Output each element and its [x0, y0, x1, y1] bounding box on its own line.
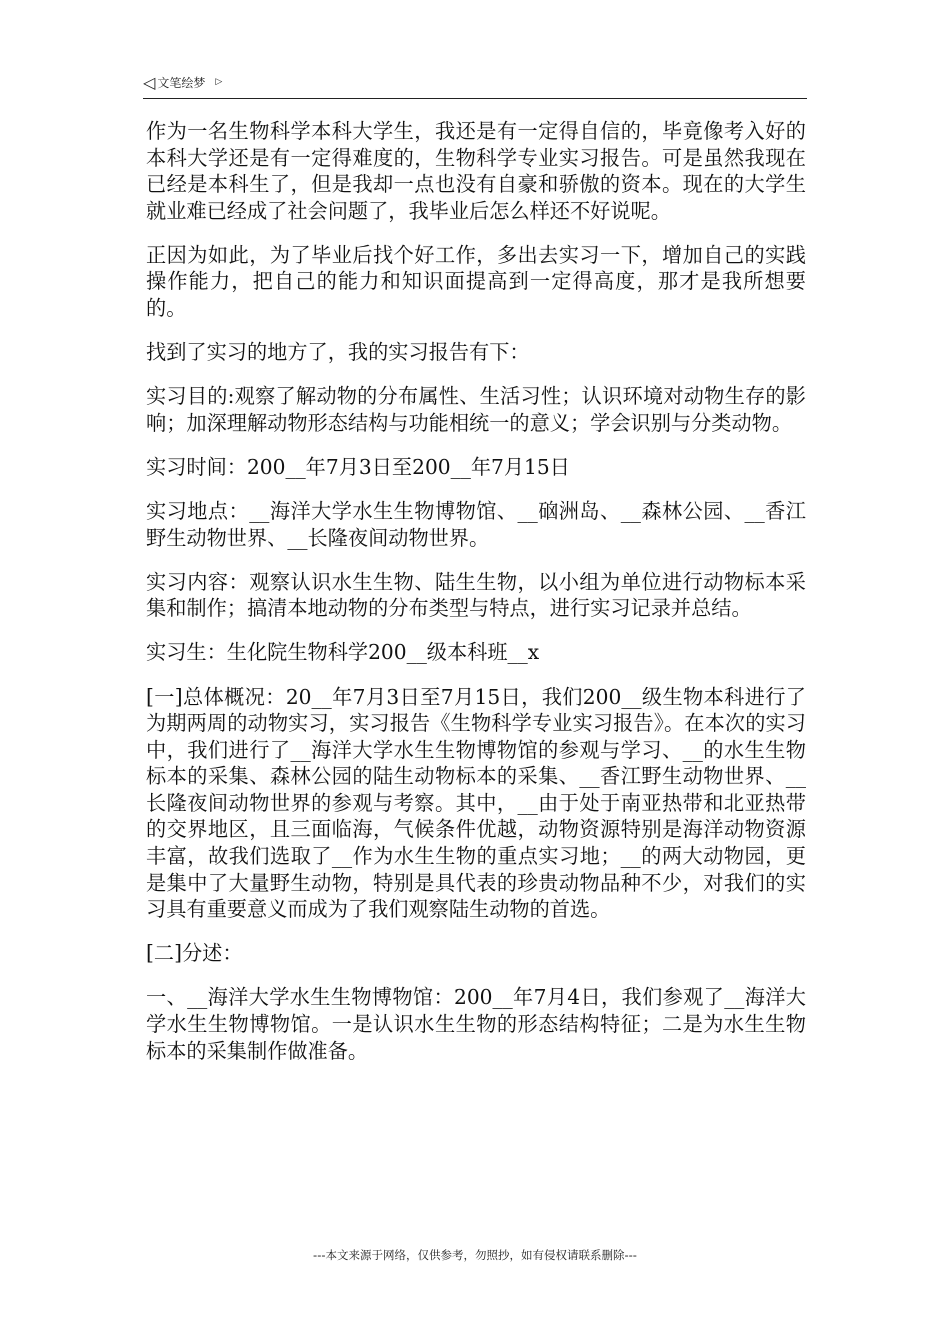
paragraph-section-heading: [二]分述：	[146, 941, 243, 966]
paragraph-museum-visit: 一、__海洋大学水生生物博物馆：200__年7月4日，我们参观了__海洋大学水生生物博物馆。一是认识水生生物的形态结构特征；二是为水生生物标本的采集制作做准备。	[146, 985, 806, 1063]
document-body	[146, 118, 806, 1082]
paragraph-location: 实习地点：__海洋大学水生生物博物馆、__硇洲岛、__森林公园、__香江野生动物世界、__长隆夜间动物世界。	[146, 499, 806, 550]
brand-logo	[143, 74, 222, 91]
paragraph-purpose: 实习目的:观察了解动物的分布属性、生活习性；认识环境对动物生存的影响；加深理解动物形态结构与功能相统一的意义；学会识别与分类动物。	[146, 384, 806, 435]
paragraph-intern: 实习生：生化院生物科学200__级本科班__x	[146, 640, 540, 665]
triangle-right-icon: ▷	[215, 77, 223, 87]
paragraph-intro: 作为一名生物科学本科大学生，我还是有一定得自信的，毕竟像考入好的本科大学还是有一定得难度的，生物科学专业实习报告。可是虽然我现在已经是本科生了，但是我却一点也没有自豪和骄傲的资本。现在的大学生就业难已经成了社会问题了，我毕业后怎么样还不好说呢。	[146, 119, 806, 223]
triangle-left-icon: ◁	[143, 72, 156, 92]
paragraph-time: 实习时间：200__年7月3日至200__年7月15日	[146, 454, 570, 479]
paragraph-content: 实习内容：观察认识水生生物、陆生生物，以小组为单位进行动物标本采集和制作；搞清本地动物的分布类型与特点，进行实习记录并总结。	[146, 569, 806, 621]
footer-notice: ---本文来源于网络，仅供参考，勿照抄，如有侵权请联系删除---	[313, 1248, 637, 1262]
page-header	[143, 72, 807, 99]
paragraph-overview: [一]总体概况：20__年7月3日至7月15日，我们200__级生物本科进行了为期两周的动物实习，实习报告《生物科学专业实习报告》。在本次的实习中，我们进行了__海洋大学水生生物博物馆的参观与学习、__的水生生物标本的采集、森林公园的陆生动物标本的采集、__香江野生动物世界、__长隆夜间动物世界的参观与考察。其中，__由于处于南亚热带和北亚热带的交界地区，且三面临海，气候条件优越，动物资源特别是海洋动物资源丰富，故我们选取了__作为水生生物的重点实习地；__的两大动物园，更是集中了大量野生动物，特别是具代表的珍贵动物品种不少，对我们的实习具有重要意义而成为了我们观察陆生动物的首选。	[146, 684, 806, 922]
paragraph-motivation: 正因为如此，为了毕业后找个好工作，多出去实习一下，增加自己的实践操作能力，把自己的能力和知识面提高到一定得高度，那才是我所想要的。	[146, 242, 806, 321]
paragraph-transition: 找到了实习的地方了，我的实习报告有下：	[146, 340, 530, 365]
brand-name: 文笔绘梦	[157, 76, 206, 90]
